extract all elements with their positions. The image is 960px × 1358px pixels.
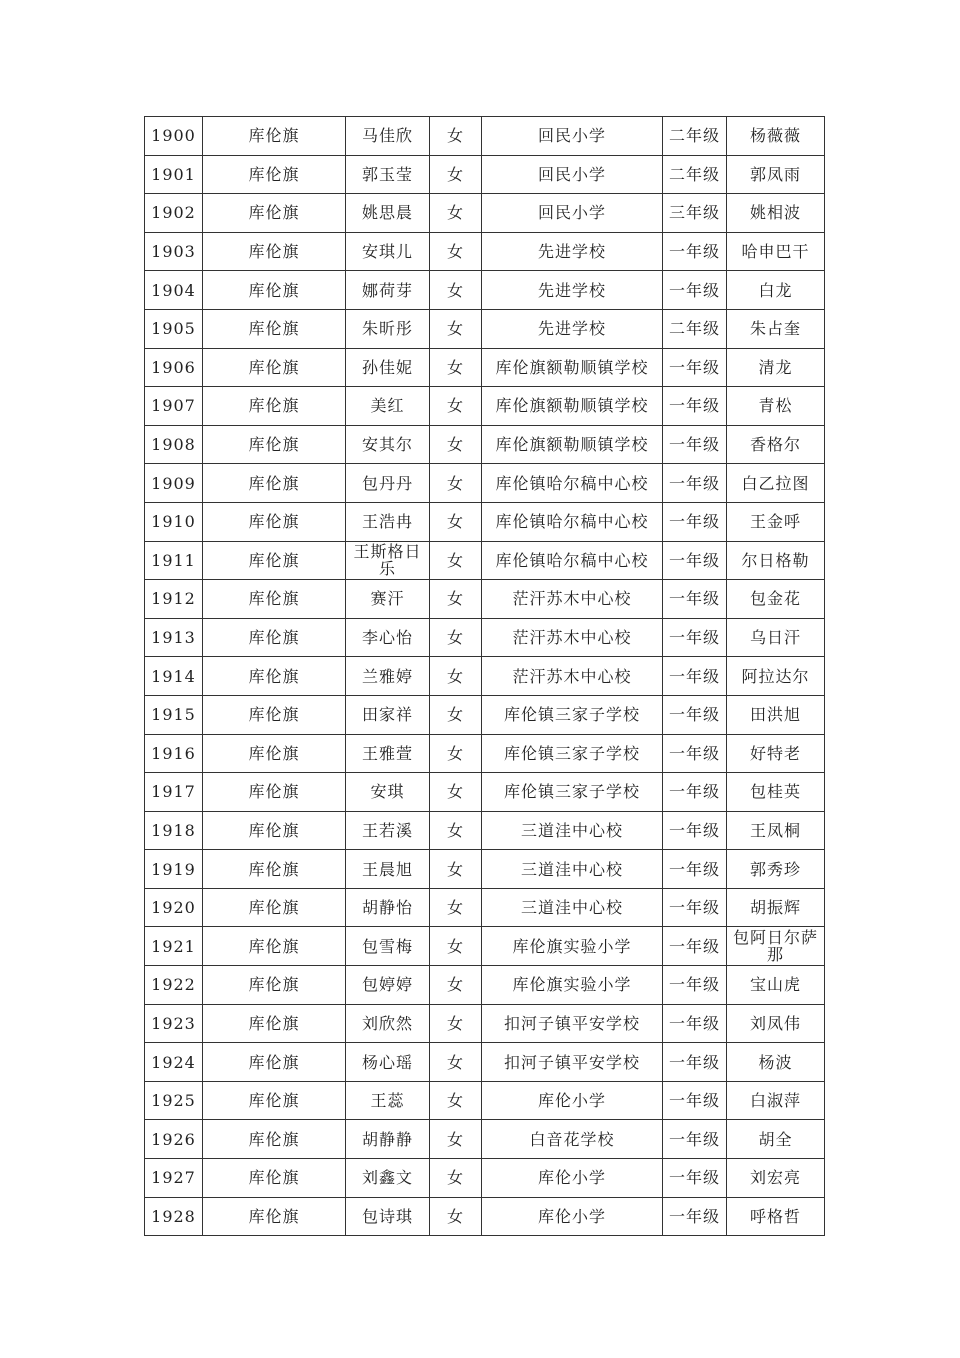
grade-cell: 二年级: [663, 155, 727, 194]
student-name-cell: 胡静静: [346, 1120, 430, 1159]
grade-cell: 一年级: [663, 888, 727, 927]
school-name-cell: 扣河子镇平安学校: [482, 1043, 663, 1082]
gender-cell: 女: [430, 927, 482, 966]
row-number-cell: 1904: [145, 271, 203, 310]
row-number-cell: 1908: [145, 425, 203, 464]
roster-table: [144, 116, 825, 1236]
grade-cell: 一年级: [663, 580, 727, 619]
row-number-cell: 1900: [145, 117, 203, 156]
parent-name-cell: 白龙: [727, 271, 825, 310]
parent-name-cell: 青松: [727, 387, 825, 426]
student-name-cell: 王蕊: [346, 1081, 430, 1120]
grade-cell: 二年级: [663, 117, 727, 156]
table-row: [145, 734, 825, 773]
row-number-cell: 1916: [145, 734, 203, 773]
table-row: [145, 773, 825, 812]
school-name-cell: 先进学校: [482, 309, 663, 348]
banner-name-cell: 库伦旗: [203, 850, 346, 889]
banner-name-cell: 库伦旗: [203, 618, 346, 657]
gender-cell: 女: [430, 580, 482, 619]
banner-name-cell: 库伦旗: [203, 1120, 346, 1159]
row-number-cell: 1921: [145, 927, 203, 966]
school-name-cell: 回民小学: [482, 117, 663, 156]
table-row: [145, 1043, 825, 1082]
table-row: [145, 117, 825, 156]
gender-cell: 女: [430, 1120, 482, 1159]
school-name-cell: 库伦镇哈尔稿中心校: [482, 502, 663, 541]
parent-name-cell: 乌日汗: [727, 618, 825, 657]
student-name-cell: 王若溪: [346, 811, 430, 850]
gender-cell: 女: [430, 773, 482, 812]
student-name-cell: 田家祥: [346, 695, 430, 734]
gender-cell: 女: [430, 734, 482, 773]
banner-name-cell: 库伦旗: [203, 888, 346, 927]
school-name-cell: 回民小学: [482, 194, 663, 233]
school-name-cell: 先进学校: [482, 232, 663, 271]
grade-cell: 一年级: [663, 657, 727, 696]
gender-cell: 女: [430, 155, 482, 194]
table-row: [145, 1197, 825, 1236]
gender-cell: 女: [430, 309, 482, 348]
row-number-cell: 1902: [145, 194, 203, 233]
parent-name-cell: 包桂英: [727, 773, 825, 812]
gender-cell: 女: [430, 966, 482, 1005]
parent-name-cell: 尔日格勒: [727, 541, 825, 580]
student-name-cell: 孙佳妮: [346, 348, 430, 387]
parent-name-cell: 包阿日尔萨那: [727, 927, 825, 966]
student-name-cell: 杨心瑶: [346, 1043, 430, 1082]
table-row: [145, 927, 825, 966]
school-name-cell: 库伦镇哈尔稿中心校: [482, 464, 663, 503]
parent-name-cell: 白淑萍: [727, 1081, 825, 1120]
parent-name-cell: 刘宏亮: [727, 1159, 825, 1198]
row-number-cell: 1906: [145, 348, 203, 387]
table-row: [145, 232, 825, 271]
grade-cell: 一年级: [663, 734, 727, 773]
parent-name-cell: 田洪旭: [727, 695, 825, 734]
gender-cell: 女: [430, 425, 482, 464]
row-number-cell: 1928: [145, 1197, 203, 1236]
row-number-cell: 1913: [145, 618, 203, 657]
parent-name-cell: 杨薇薇: [727, 117, 825, 156]
student-name-cell: 王雅萱: [346, 734, 430, 773]
student-name-cell: 美红: [346, 387, 430, 426]
student-name-cell: 李心怡: [346, 618, 430, 657]
banner-name-cell: 库伦旗: [203, 580, 346, 619]
table-row: [145, 850, 825, 889]
banner-name-cell: 库伦旗: [203, 1081, 346, 1120]
table-row: [145, 155, 825, 194]
student-name-cell: 包婷婷: [346, 966, 430, 1005]
parent-name-cell: 呼格哲: [727, 1197, 825, 1236]
grade-cell: 一年级: [663, 1081, 727, 1120]
grade-cell: 一年级: [663, 1197, 727, 1236]
gender-cell: 女: [430, 1081, 482, 1120]
row-number-cell: 1926: [145, 1120, 203, 1159]
gender-cell: 女: [430, 618, 482, 657]
student-name-cell: 赛汗: [346, 580, 430, 619]
grade-cell: 一年级: [663, 811, 727, 850]
school-name-cell: 三道洼中心校: [482, 888, 663, 927]
banner-name-cell: 库伦旗: [203, 155, 346, 194]
school-name-cell: 白音花学校: [482, 1120, 663, 1159]
gender-cell: 女: [430, 850, 482, 889]
table-row: [145, 1120, 825, 1159]
row-number-cell: 1919: [145, 850, 203, 889]
student-name-cell: 王浩冉: [346, 502, 430, 541]
table-row: [145, 811, 825, 850]
grade-cell: 一年级: [663, 695, 727, 734]
grade-cell: 一年级: [663, 618, 727, 657]
table-row: [145, 695, 825, 734]
student-name-cell: 朱昕彤: [346, 309, 430, 348]
student-name-cell: 马佳欣: [346, 117, 430, 156]
gender-cell: 女: [430, 271, 482, 310]
gender-cell: 女: [430, 1159, 482, 1198]
grade-cell: 一年级: [663, 425, 727, 464]
school-name-cell: 回民小学: [482, 155, 663, 194]
row-number-cell: 1914: [145, 657, 203, 696]
student-name-cell: 安其尔: [346, 425, 430, 464]
school-name-cell: 库伦小学: [482, 1081, 663, 1120]
parent-name-cell: 好特老: [727, 734, 825, 773]
parent-name-cell: 白乙拉图: [727, 464, 825, 503]
grade-cell: 一年级: [663, 927, 727, 966]
table-row: [145, 309, 825, 348]
row-number-cell: 1905: [145, 309, 203, 348]
banner-name-cell: 库伦旗: [203, 309, 346, 348]
banner-name-cell: 库伦旗: [203, 811, 346, 850]
banner-name-cell: 库伦旗: [203, 348, 346, 387]
table-row: [145, 888, 825, 927]
parent-name-cell: 包金花: [727, 580, 825, 619]
table-row: [145, 1004, 825, 1043]
grade-cell: 一年级: [663, 1120, 727, 1159]
table-row: [145, 1159, 825, 1198]
student-name-cell: 包丹丹: [346, 464, 430, 503]
gender-cell: 女: [430, 657, 482, 696]
school-name-cell: 茫汗苏木中心校: [482, 657, 663, 696]
student-name-cell: 刘鑫文: [346, 1159, 430, 1198]
grade-cell: 一年级: [663, 1004, 727, 1043]
school-name-cell: 茫汗苏木中心校: [482, 618, 663, 657]
banner-name-cell: 库伦旗: [203, 425, 346, 464]
parent-name-cell: 郭凤雨: [727, 155, 825, 194]
gender-cell: 女: [430, 541, 482, 580]
school-name-cell: 库伦旗额勒顺镇学校: [482, 387, 663, 426]
grade-cell: 一年级: [663, 502, 727, 541]
parent-name-cell: 香格尔: [727, 425, 825, 464]
banner-name-cell: 库伦旗: [203, 1043, 346, 1082]
row-number-cell: 1907: [145, 387, 203, 426]
gender-cell: 女: [430, 1043, 482, 1082]
table-row: [145, 425, 825, 464]
table-row: [145, 464, 825, 503]
gender-cell: 女: [430, 811, 482, 850]
banner-name-cell: 库伦旗: [203, 541, 346, 580]
row-number-cell: 1912: [145, 580, 203, 619]
gender-cell: 女: [430, 387, 482, 426]
grade-cell: 一年级: [663, 271, 727, 310]
row-number-cell: 1903: [145, 232, 203, 271]
table-row: [145, 580, 825, 619]
row-number-cell: 1917: [145, 773, 203, 812]
table-row: [145, 387, 825, 426]
banner-name-cell: 库伦旗: [203, 966, 346, 1005]
banner-name-cell: 库伦旗: [203, 927, 346, 966]
table-row: [145, 348, 825, 387]
roster-body: [145, 117, 825, 1236]
parent-name-cell: 哈申巴干: [727, 232, 825, 271]
parent-name-cell: 郭秀珍: [727, 850, 825, 889]
banner-name-cell: 库伦旗: [203, 695, 346, 734]
school-name-cell: 库伦旗实验小学: [482, 927, 663, 966]
school-name-cell: 库伦旗实验小学: [482, 966, 663, 1005]
grade-cell: 一年级: [663, 387, 727, 426]
student-name-cell: 王斯格日乐: [346, 541, 430, 580]
gender-cell: 女: [430, 502, 482, 541]
grade-cell: 一年级: [663, 464, 727, 503]
grade-cell: 一年级: [663, 850, 727, 889]
grade-cell: 一年级: [663, 348, 727, 387]
school-name-cell: 库伦旗额勒顺镇学校: [482, 348, 663, 387]
banner-name-cell: 库伦旗: [203, 232, 346, 271]
grade-cell: 一年级: [663, 773, 727, 812]
row-number-cell: 1918: [145, 811, 203, 850]
school-name-cell: 三道洼中心校: [482, 811, 663, 850]
parent-name-cell: 清龙: [727, 348, 825, 387]
parent-name-cell: 刘凤伟: [727, 1004, 825, 1043]
banner-name-cell: 库伦旗: [203, 502, 346, 541]
banner-name-cell: 库伦旗: [203, 1197, 346, 1236]
row-number-cell: 1925: [145, 1081, 203, 1120]
school-name-cell: 库伦旗额勒顺镇学校: [482, 425, 663, 464]
student-name-cell: 刘欣然: [346, 1004, 430, 1043]
banner-name-cell: 库伦旗: [203, 657, 346, 696]
student-name-cell: 胡静怡: [346, 888, 430, 927]
gender-cell: 女: [430, 1197, 482, 1236]
banner-name-cell: 库伦旗: [203, 1004, 346, 1043]
row-number-cell: 1922: [145, 966, 203, 1005]
grade-cell: 一年级: [663, 1159, 727, 1198]
student-name-cell: 安琪: [346, 773, 430, 812]
gender-cell: 女: [430, 464, 482, 503]
table-row: [145, 657, 825, 696]
gender-cell: 女: [430, 348, 482, 387]
school-name-cell: 库伦镇三家子学校: [482, 773, 663, 812]
grade-cell: 一年级: [663, 1043, 727, 1082]
gender-cell: 女: [430, 117, 482, 156]
gender-cell: 女: [430, 695, 482, 734]
table-row: [145, 271, 825, 310]
table-row: [145, 1081, 825, 1120]
table-row: [145, 541, 825, 580]
student-name-cell: 王晨旭: [346, 850, 430, 889]
student-name-cell: 娜荷芽: [346, 271, 430, 310]
parent-name-cell: 杨波: [727, 1043, 825, 1082]
school-name-cell: 茫汗苏木中心校: [482, 580, 663, 619]
table-row: [145, 502, 825, 541]
banner-name-cell: 库伦旗: [203, 194, 346, 233]
grade-cell: 一年级: [663, 541, 727, 580]
row-number-cell: 1923: [145, 1004, 203, 1043]
row-number-cell: 1911: [145, 541, 203, 580]
school-name-cell: 先进学校: [482, 271, 663, 310]
row-number-cell: 1910: [145, 502, 203, 541]
row-number-cell: 1920: [145, 888, 203, 927]
school-name-cell: 库伦镇三家子学校: [482, 695, 663, 734]
row-number-cell: 1927: [145, 1159, 203, 1198]
gender-cell: 女: [430, 194, 482, 233]
grade-cell: 一年级: [663, 232, 727, 271]
school-name-cell: 库伦镇哈尔稿中心校: [482, 541, 663, 580]
gender-cell: 女: [430, 1004, 482, 1043]
school-name-cell: 库伦镇三家子学校: [482, 734, 663, 773]
banner-name-cell: 库伦旗: [203, 117, 346, 156]
parent-name-cell: 王金呼: [727, 502, 825, 541]
parent-name-cell: 宝山虎: [727, 966, 825, 1005]
student-name-cell: 包雪梅: [346, 927, 430, 966]
parent-name-cell: 姚相波: [727, 194, 825, 233]
school-name-cell: 三道洼中心校: [482, 850, 663, 889]
row-number-cell: 1924: [145, 1043, 203, 1082]
student-name-cell: 包诗琪: [346, 1197, 430, 1236]
student-name-cell: 兰雅婷: [346, 657, 430, 696]
parent-name-cell: 胡振辉: [727, 888, 825, 927]
grade-cell: 一年级: [663, 966, 727, 1005]
banner-name-cell: 库伦旗: [203, 464, 346, 503]
parent-name-cell: 胡全: [727, 1120, 825, 1159]
school-name-cell: 扣河子镇平安学校: [482, 1004, 663, 1043]
student-name-cell: 姚思晨: [346, 194, 430, 233]
gender-cell: 女: [430, 232, 482, 271]
parent-name-cell: 朱占奎: [727, 309, 825, 348]
student-name-cell: 郭玉莹: [346, 155, 430, 194]
gender-cell: 女: [430, 888, 482, 927]
grade-cell: 二年级: [663, 309, 727, 348]
parent-name-cell: 阿拉达尔: [727, 657, 825, 696]
table-row: [145, 194, 825, 233]
banner-name-cell: 库伦旗: [203, 271, 346, 310]
banner-name-cell: 库伦旗: [203, 387, 346, 426]
grade-cell: 三年级: [663, 194, 727, 233]
table-row: [145, 618, 825, 657]
parent-name-cell: 王凤桐: [727, 811, 825, 850]
row-number-cell: 1901: [145, 155, 203, 194]
banner-name-cell: 库伦旗: [203, 773, 346, 812]
school-name-cell: 库伦小学: [482, 1197, 663, 1236]
school-name-cell: 库伦小学: [482, 1159, 663, 1198]
row-number-cell: 1915: [145, 695, 203, 734]
row-number-cell: 1909: [145, 464, 203, 503]
banner-name-cell: 库伦旗: [203, 1159, 346, 1198]
banner-name-cell: 库伦旗: [203, 734, 346, 773]
student-name-cell: 安琪儿: [346, 232, 430, 271]
table-row: [145, 966, 825, 1005]
